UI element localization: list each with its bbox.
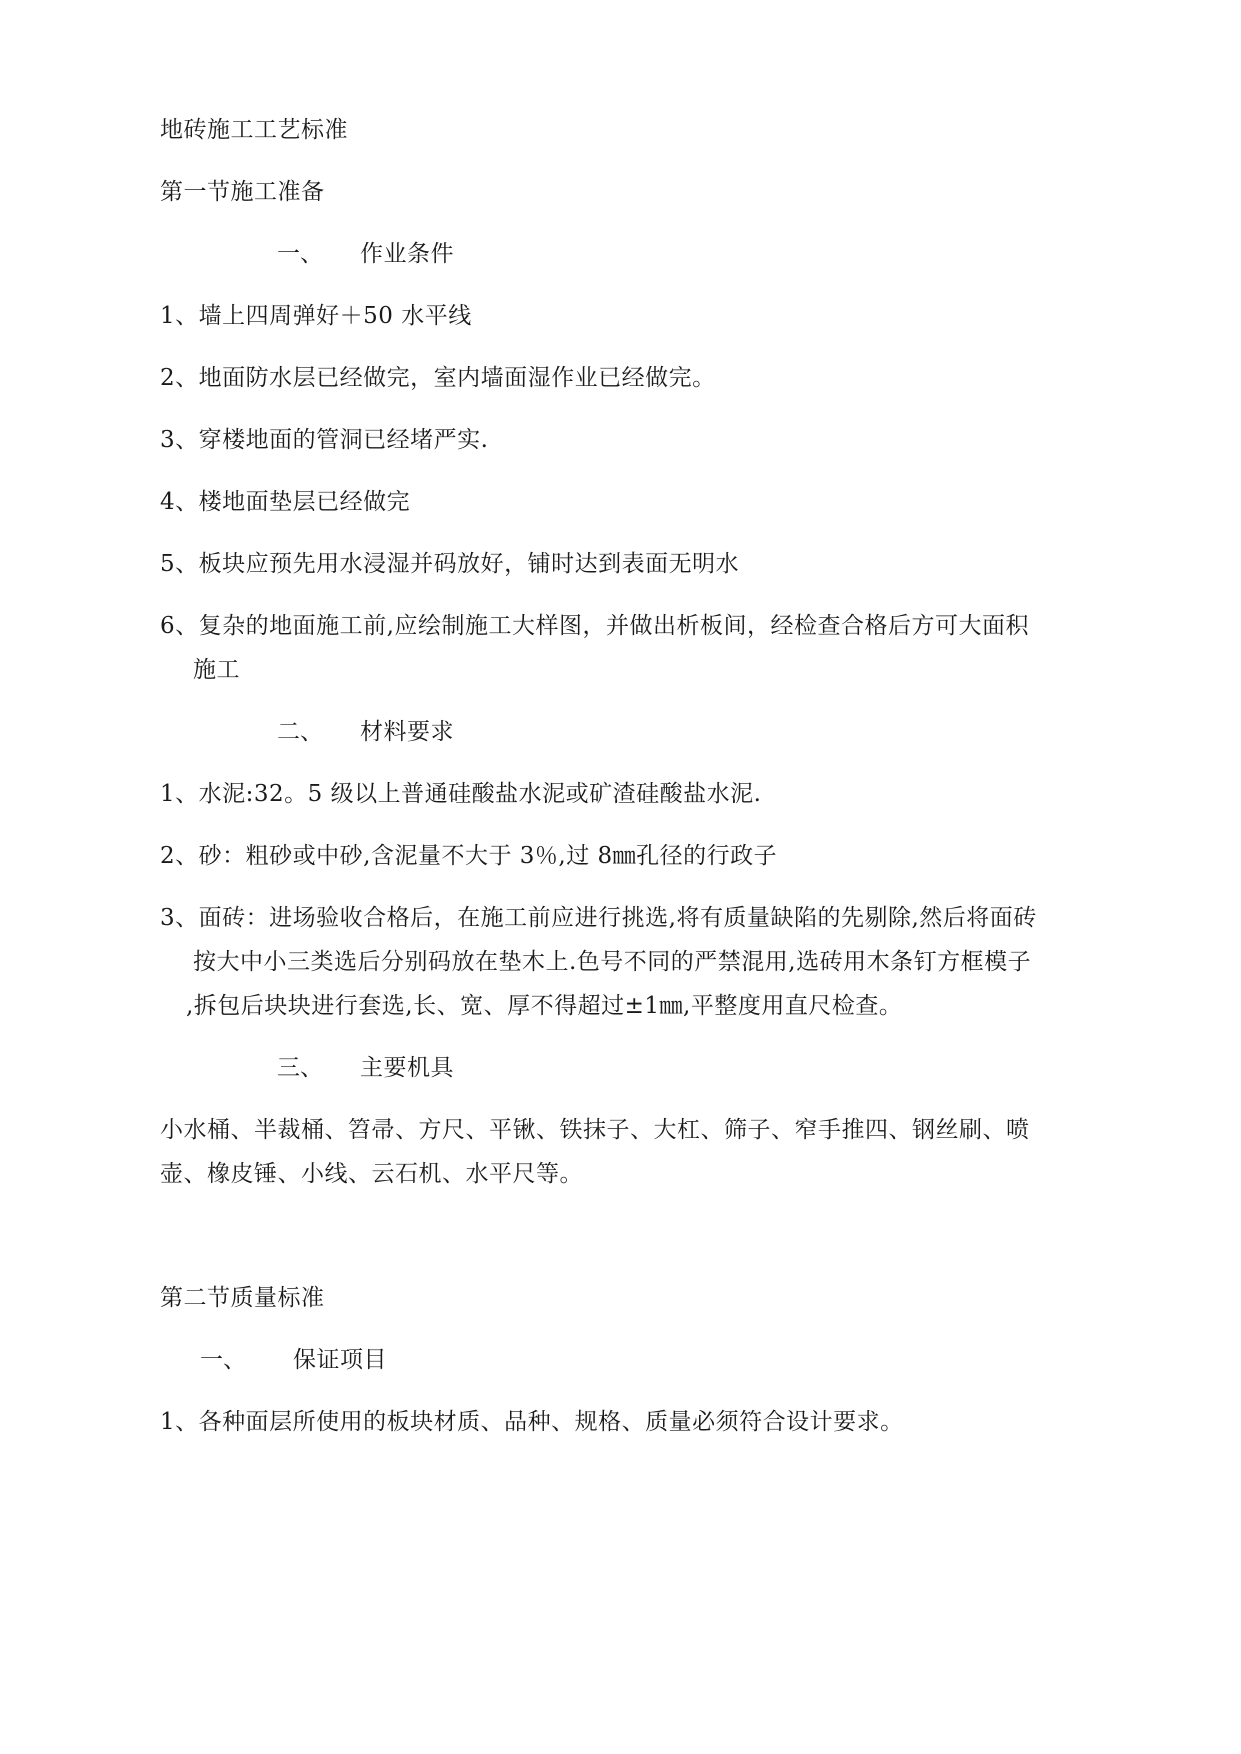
- part-2-number: 二、: [277, 719, 323, 745]
- list-item-continuation: 施工: [193, 657, 240, 683]
- part-3-title: 主要机具: [360, 1055, 454, 1081]
- list-item: 2、地面防水层已经做完，室内墙面湿作业已经做完。: [160, 365, 716, 391]
- document-title: 地砖施工工艺标准: [160, 117, 348, 143]
- list-item: 4、楼地面垫层已经做完: [160, 489, 411, 515]
- part-2-title: 材料要求: [360, 719, 454, 745]
- section-2-part-1-title: 保证项目: [293, 1347, 387, 1373]
- list-item: 5、板块应预先用水浸湿并码放好，铺时达到表面无明水: [160, 551, 740, 577]
- list-item: 1、各种面层所使用的板块材质、品种、规格、质量必须符合设计要求。: [160, 1409, 904, 1435]
- paragraph-line: 小水桶、半裁桶、笤帚、方尺、平锹、铁抹子、大杠、筛子、窄手推四、钢丝刷、喷: [160, 1117, 1030, 1143]
- list-item-continuation: 按大中小三类选后分别码放在垫木上.色号不同的严禁混用,选砖用木条钉方框模子: [193, 949, 1032, 975]
- list-item: 1、水泥:32。5 级以上普通硅酸盐水泥或矿渣硅酸盐水泥.: [160, 781, 762, 807]
- list-item: 1、墙上四周弹好＋50 水平线: [160, 303, 472, 329]
- list-item: 6、复杂的地面施工前,应绘制施工大样图，并做出析板间，经检查合格后方可大面积: [160, 613, 1029, 639]
- part-3-number: 三、: [277, 1055, 323, 1081]
- section-1-title: 第一节施工准备: [160, 179, 325, 205]
- section-2-title: 第二节质量标准: [160, 1285, 325, 1311]
- section-2-part-1-number: 一、: [200, 1347, 246, 1373]
- list-item-continuation: ,拆包后块块进行套选,长、宽、厚不得超过±1㎜,平整度用直尺检查。: [186, 993, 903, 1019]
- paragraph-line: 壶、橡皮锤、小线、云石机、水平尺等。: [160, 1161, 583, 1187]
- list-item: 3、面砖：进场验收合格后，在施工前应进行挑选,将有质量缺陷的先剔除,然后将面砖: [160, 905, 1037, 931]
- part-1-title: 作业条件: [360, 241, 454, 267]
- part-1-number: 一、: [277, 241, 323, 267]
- list-item: 3、穿楼地面的管洞已经堵严实.: [160, 427, 489, 453]
- list-item: 2、砂：粗砂或中砂,含泥量不大于 3％,过 8㎜孔径的行政子: [160, 843, 778, 869]
